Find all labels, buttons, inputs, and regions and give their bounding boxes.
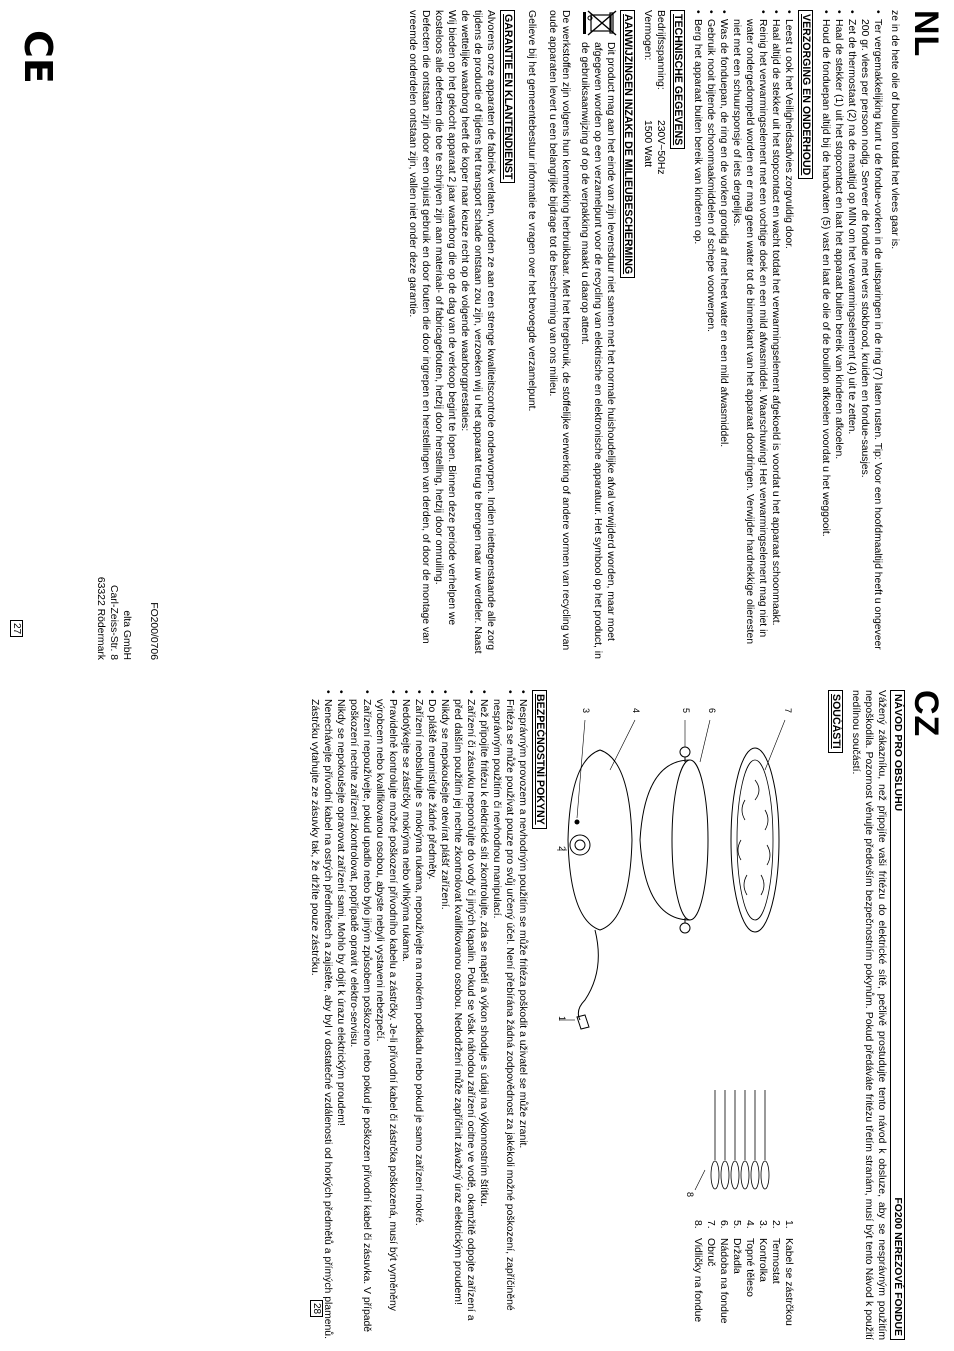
cz-header xyxy=(825,690,905,1340)
ce-mark: CE xyxy=(16,30,60,84)
list-item: • Nikdy se nepokoušejte opravovat zařízení sami. Mohlo by dojít k úrazu elektrickým proudem! xyxy=(334,699,347,1340)
diagram-label-5: 5 xyxy=(681,708,691,714)
list-item: • Haal de stekker (1) uit het stopcontact en laat het apparaat buiten bereik van kinderen afkoelen. xyxy=(832,19,845,660)
list-item xyxy=(756,1220,769,1340)
spec-value: 1500 Watt xyxy=(642,120,653,167)
part-number: 1. xyxy=(783,1220,794,1229)
list-item: • Do pláště neumisťujte žádné předměty. xyxy=(425,699,438,1340)
part-label: Kabel se zástrčkou xyxy=(783,1238,794,1326)
nl-tech-heading: TECHNISCHE GEGEVENS xyxy=(670,10,685,149)
page-cz xyxy=(5,690,945,1350)
part-label: Obruč xyxy=(705,1238,716,1267)
list-item: • Než připojíte fritézu k elektrické síti zkontrolujte, zda se napětí a výkon shoduje s údaji na výkonnostním štítku. xyxy=(477,699,490,1340)
diagram-label-7: 7 xyxy=(783,708,793,714)
nl-recycling-text: De werkstoffen zijn volgens hun kenmerking herbruikbaar. Met het hergebruik, de stoffelijke verwerking of andere vormen van recycling van oude apparaten levert u een belangrijke bijdrage tot de bescherming van ons milieu. xyxy=(547,10,571,651)
list-item: • Zařízení nepoužívejte, pokud upadlo nebo bylo jiným způsobem poškozeno nebo pokud je poškozen přívodní kabel či zásuvka. V případě poškození nechte zařízení zkontrolovat, popřípadě opravit v elektro-servisu. xyxy=(347,699,373,1340)
list-item: • Nedotýkejte se zástrčky mokrýma nebo vlhkýma rukama. xyxy=(399,699,412,1340)
part-number: 7. xyxy=(705,1220,716,1229)
part-number: 3. xyxy=(757,1220,768,1229)
list-item: • Zařízení či zásuvku neponořujte do vody či jiných kapalin. Pokud se však náhodou zařízení ocitne ve vodě, okamžitě odpojte zařízení a před dalším použitím jej nechte zkontrolovat kvalifikovanou osobou. Nedodržení může zapříčinit závažný úraz elektrickým proudem! xyxy=(451,699,477,1340)
list-item: • Leest u ook het Veiligheidsadvies zorgvuldig door. xyxy=(782,19,795,660)
fondue-diagram xyxy=(555,690,795,1210)
part-number: 6. xyxy=(718,1220,729,1229)
list-item: • Houd de fonduepan altijd bij de handvaten (5) vast en laat de olie of de bouillon afkoelen voordat u het weggooit. xyxy=(819,19,832,660)
list-item: • Nesprávným provozem a nevhodným použitím se může fritéza poškodit a uživatel se může zranit. xyxy=(516,699,529,1340)
page-nl xyxy=(5,10,945,670)
list-item: • Nikdy se nepokoušejte otevírat plášť zařízení. xyxy=(438,699,451,1340)
cz-parts-list xyxy=(691,1220,795,1340)
list-item xyxy=(769,1220,782,1340)
list-item xyxy=(743,1220,756,1340)
address-line: FO200/0706 xyxy=(148,602,159,660)
spec-key: Bedrijfsspanning: xyxy=(655,10,666,90)
cz-manual-heading: NÁVOD PRO OBSLUHU xyxy=(892,694,903,812)
diagram-label-8: 8 xyxy=(685,1192,695,1198)
nl-warranty-p2: Wij bieden op het gekocht apparaat 2 jaar waarborg die op de dag van de verkoop begint te lopen. Binnen deze periode verhelpen we kosteloos alle defecten die toe te schrijven zijn aan materiaal- of fabricagefouten, hetzij door herstelling, hetzij door omruiling. xyxy=(433,10,457,626)
nl-column-left xyxy=(402,10,901,660)
part-label: Kontrolka xyxy=(757,1238,768,1282)
address-line: elta GmbH xyxy=(121,610,132,660)
nl-warranty-p3: Defecten die ontstaan zijn door een onjuist gebruik en door fouten die door ingrepen en herstellingen van derden, of door de montage van vreemde onderdelen ontstaan zijn, vallen niet onder deze garantie. xyxy=(407,10,431,644)
part-label: Vidličky na fondue xyxy=(692,1238,703,1323)
list-item xyxy=(717,1220,730,1340)
list-item: • Zet de thermostaat (2) na de maaltijd op MIN om het verwarmingselement (4) uit te zetten. xyxy=(845,19,858,660)
spec-value: 230V~50Hz xyxy=(655,120,666,175)
diagram-label-2: 2 xyxy=(557,846,567,852)
list-item: • Fritéza se může používat pouze pro svůj určený účel. Není přebírána žádná zodpovědnost za jakékoli možné poškození, zapříčiněné nesprávným použitím či nevhodnou manipulací. xyxy=(490,699,516,1340)
language-code-cz: CZ xyxy=(907,690,945,738)
list-item: • Haal altijd de stekker uit het stopcontact en wacht totdat het verwarmingselement afgekoeld is voordat u het apparaat schoonmaakt. xyxy=(769,19,782,660)
nl-env-heading: AANWIJZINGEN INZAKE DE MILIEUBESCHERMING xyxy=(620,10,635,278)
part-label: Držadla xyxy=(731,1238,742,1274)
list-item xyxy=(730,1220,743,1340)
nl-warranty-heading: GARANTIE EN KLANTENDIENST xyxy=(500,10,515,183)
nl-care-heading: VERZORGING EN ONDERHOUD xyxy=(798,10,813,179)
part-label: Topné těleso xyxy=(744,1238,755,1297)
diagram-label-3: 3 xyxy=(581,708,591,714)
list-item: • Was de fonduepan, de ring en de vorken grondig af met heet water en een mild afwasmiddel. xyxy=(717,19,730,660)
list-item: • Reinig het verwarmingselement met een vochtige doek en een mild afwasmiddel. Waarschuwing! Het verwarmingselement mag niet in water ondergedompeld worden en er mag geen water tot de binnenkant van het apparaat doordringen. Verwijder hardnekkige olieresten niet met een schuursponsje of iets dergelijks. xyxy=(730,19,769,660)
cz-product-title: FO200 NEREZOVÉ FONDUE xyxy=(892,1197,903,1336)
part-number: 2. xyxy=(770,1220,781,1229)
crossed-bin-icon xyxy=(583,10,617,36)
address-line: Carl-Zeiss-Str. 8 xyxy=(108,584,119,660)
nl-env-text: Dit product mag aan het einde van zijn levensduur niet samen met het normale huishoudelijke afval verwijderd worden, maar moet afgegeven worden op een verzamelpunt voor de recycling van elektrische en elektronische apparatuur. Het symbool op het product, in de gebruiksaanwijzing of op de verpakking maakt u daarop attent. xyxy=(579,42,616,659)
page-number: 27 xyxy=(10,620,23,637)
cz-intro: Vážený zákazníku, než připojíte vaši fritézu do elektrické sítě, pečlivě prostudujte tento návod k obsluze, aby se nesprávným použitím nepoškodila. Pozornost věnujte především bezpečnostním pokynům. Pokud předáváte fritézu třetím stranám, musí být tento Návod k použití nedílnou součástí. xyxy=(850,690,887,1340)
list-item xyxy=(782,1220,795,1340)
nl-warranty-p1: Alvorens onze apparaten de fabriek verlaten, worden ze aan een strenge kwaliteitscontrole onderworpen. Indien niettegenstaande alle zorg tijdens de productie of tijdens het transport schade ontstaan zou zijn, verzoeken wij u het apparaat terug te brengen naar uw verdeler. Naast de wettelijke waarborg heeft de koper naar keuze recht op de volgende waarborgprestaties: xyxy=(459,10,496,654)
spec-row xyxy=(641,10,654,660)
address-line: 63322 Rödermark xyxy=(95,576,106,660)
spec-row xyxy=(654,10,667,660)
part-number: 5. xyxy=(731,1220,742,1229)
spec-key: Vermogen: xyxy=(642,10,653,61)
nl-municipal-text: Gelieve bij het gemeentebestuur informatie te vragen over het bevoegde verzamelpunt. xyxy=(526,10,537,412)
diagram-label-4: 4 xyxy=(631,708,641,714)
cz-parts-heading: SOUČÁSTI xyxy=(828,690,843,753)
list-item: • Pravidelně kontrolujte možné poškození přívodního kabelu a zástrčky. Je-li přívodní kabel či zástrčka poškozená, musí být vyměněny výrobcem nebo kvalifikovanou osobou, abyste nebyli vystaveni nebezpečí. xyxy=(373,699,399,1340)
list-item xyxy=(691,1220,704,1340)
nl-intro-tail: ze in de hete olie of bouillon totdat het vlees gaar is. xyxy=(889,10,900,250)
nl-env-block xyxy=(578,10,617,660)
nl-address xyxy=(94,550,160,660)
list-item: • Berg het apparaat buiten bereik van kinderen op. xyxy=(691,19,704,660)
nl-usage-bullets xyxy=(819,10,884,660)
part-label: Nádoba na fondue xyxy=(718,1238,729,1324)
list-item: • Zařízení neobsluhujte s mokrýma rukama, nepoužívejte na mokrém podkladu nebo pokud je samo zařízení mokré. xyxy=(412,699,425,1340)
page-number: 28 xyxy=(310,1300,323,1317)
part-label: Termostat xyxy=(770,1238,781,1284)
diagram-label-1: 1 xyxy=(557,1016,567,1022)
nl-care-bullets xyxy=(691,10,795,660)
list-item: • Nenechávejte přívodní kabel na ostrých předmětech a zajistěte, aby byl v dostatečné vzdálenosti od horkých předmětů a přímých plamenů. Zástrčku vytahujte ze zásuvky tak, že držíte pouze zástrčku. xyxy=(308,699,334,1340)
cz-safety-heading: BEZPEČNOSTNÍ POKYNY xyxy=(532,690,547,829)
language-code-nl: NL xyxy=(907,10,945,58)
list-item xyxy=(704,1220,717,1340)
part-number: 4. xyxy=(744,1220,755,1229)
fondue-set-drawing xyxy=(555,690,795,1210)
list-item: • Ter vergemakkelijking kunt u de fondue-vorken in de uitsparingen in de ring (7) laten rusten. Tip: Voor een hoofdmaaltijd heeft u ongeveer 200 gr. vlees per persoon nodig. Serveer de fondue met vers stokbrood, kruiden en fondue-sausjes. xyxy=(858,19,884,660)
cz-safety-section xyxy=(308,690,547,1340)
part-number: 8. xyxy=(692,1220,703,1229)
cz-safety-bullets xyxy=(308,690,529,1340)
list-item: • Gebruik nooit bijtende schoonmaakmiddelen of schepe voorwerpen. xyxy=(704,19,717,660)
diagram-label-6: 6 xyxy=(707,708,717,714)
